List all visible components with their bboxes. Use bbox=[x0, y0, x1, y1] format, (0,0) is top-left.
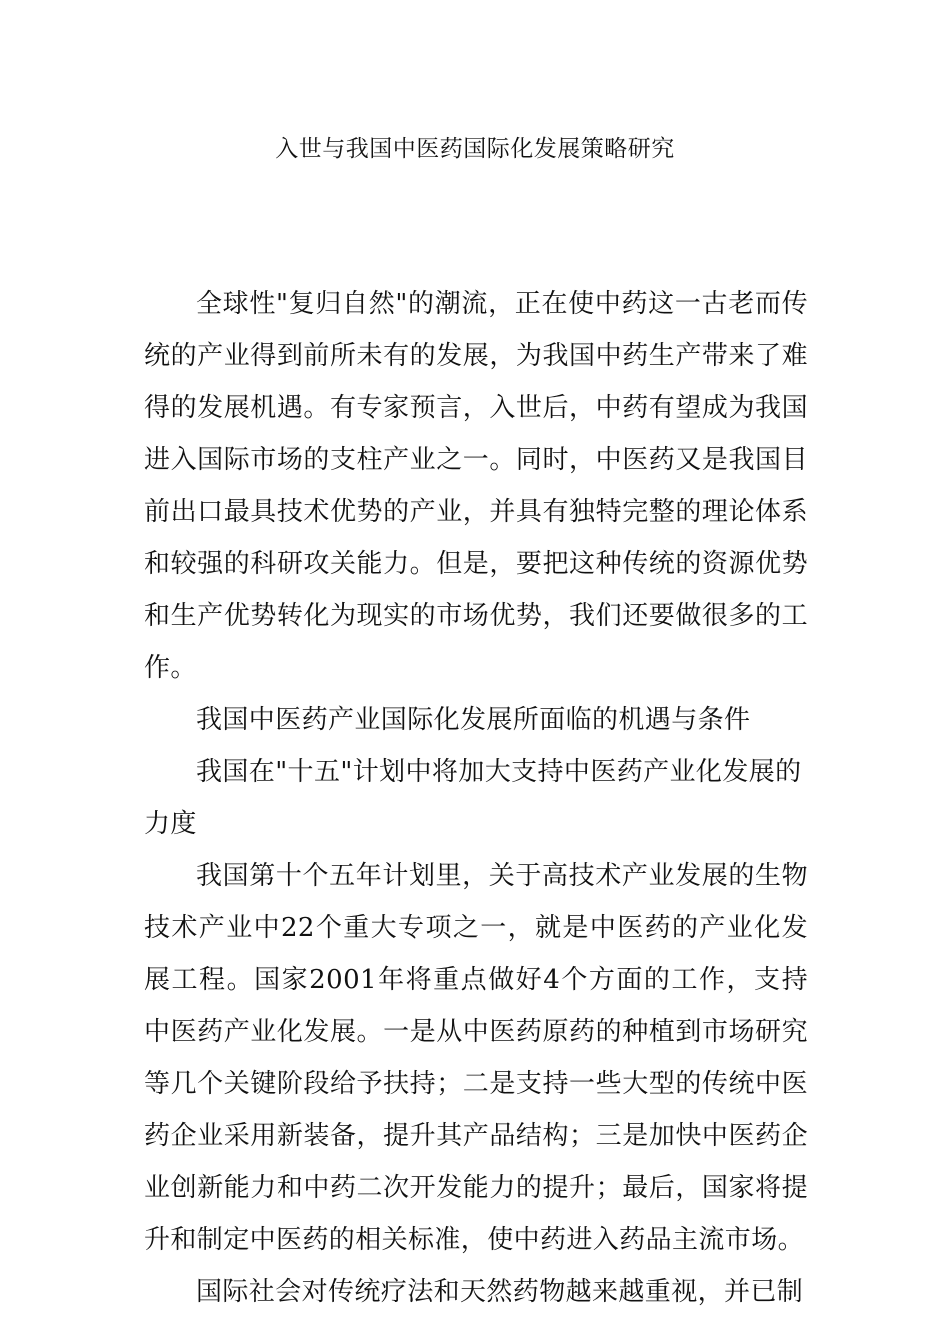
paragraph-five-year-plan: 我国第十个五年计划里，关于高技术产业发展的生物技术产业中22个重大专项之一，就是中医药的产业化发展工程。国家2001年将重点做好4个方面的工作，支持中医药产业化发展。一是从中医药原药的种植到市场研究等几个关键阶段给予扶持；二是支持一些大型的传统中医药企业采用新装备，提升其产品结构；三是加快中医药企业创新能力和中药二次开发能力的提升；最后，国家将提升和制定中医药的相关标准，使中药进入药品主流市场。 bbox=[144, 861, 808, 1255]
paragraph-international: 国际社会对传统疗法和天然药物越来越重视，并已制 bbox=[196, 1277, 804, 1307]
subsection-heading-five-year-plan: 我国在"十五"计划中将加大支持中医药产业化发展的力度 bbox=[144, 757, 802, 839]
document-body bbox=[144, 278, 808, 1318]
paragraph-intro: 全球性"复归自然"的潮流，正在使中药这一古老而传统的产业得到前所未有的发展，为我国中药生产带来了难得的发展机遇。有专家预言，入世后，中药有望成为我国进入国际市场的支柱产业之一。同时，中医药又是我国目前出口最具技术优势的产业，并具有独特完整的理论体系和较强的科研攻关能力。但是，要把这种传统的资源优势和生产优势转化为现实的市场优势，我们还要做很多的工作。 bbox=[144, 289, 808, 683]
section-heading-opportunities: 我国中医药产业国际化发展所面临的机遇与条件 bbox=[196, 705, 751, 735]
document-title: 入世与我国中医药国际化发展策略研究 bbox=[275, 136, 675, 162]
